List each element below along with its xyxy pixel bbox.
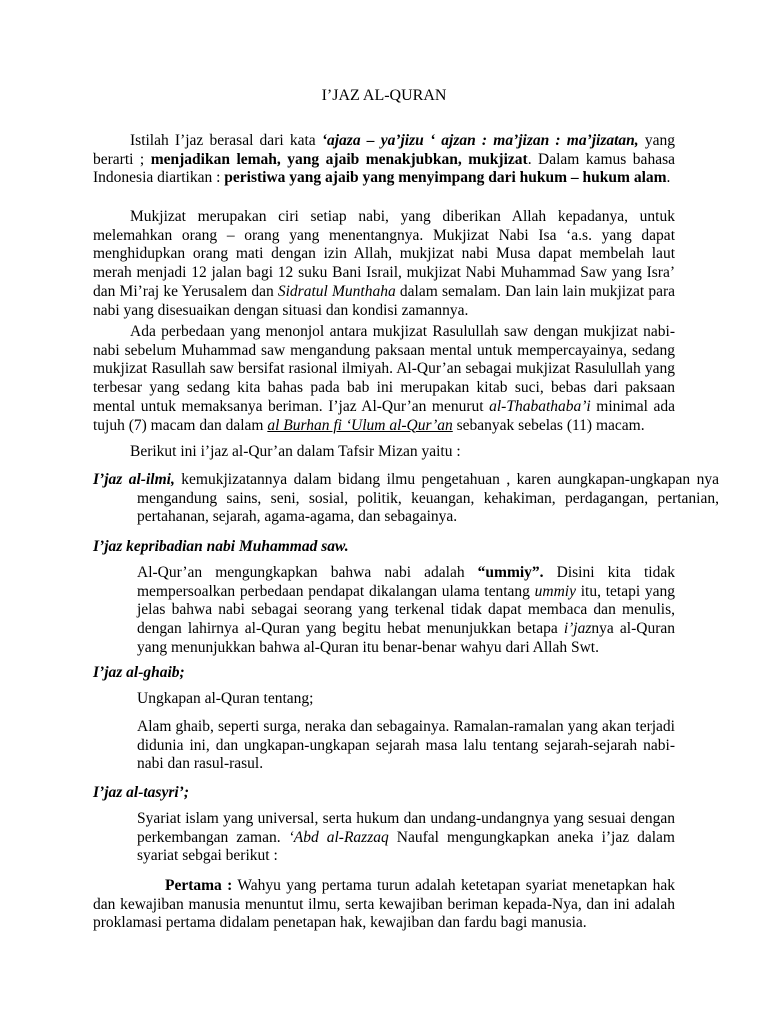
text-run: Disini kita tidak mempersoalkan perbedaan pendapat dikalangan ulama tentang xyxy=(137,564,675,600)
text-run: “ummiy”. xyxy=(477,564,544,581)
paragraph-ijaz-ilmi xyxy=(93,471,719,527)
text-run: peristiwa yang ajaib yang menyimpang dari hukum – hukum alam xyxy=(224,169,667,187)
document-title: I’JAZ AL-QURAN xyxy=(321,87,447,104)
text-run: i’jaz xyxy=(563,620,592,638)
paragraph-perbedaan-mukjizat xyxy=(93,323,675,435)
paragraph-pertama xyxy=(93,877,675,933)
paragraph-definition xyxy=(93,132,675,188)
text-run: al Burhan fi ‘Ulum al-Qur’an xyxy=(267,416,453,434)
text-run: Berikut ini i’jaz al-Qur’an dalam Tafsir Mizan yaitu : xyxy=(130,443,461,460)
text-run: Al-Qur’an mengungkapkan bahwa nabi adalah xyxy=(137,564,478,581)
text-run: minimal ada tujuh (7) macam dan dalam xyxy=(93,397,675,434)
text-run: Wahyu yang pertama turun adalah ketetapan syariat menetapkan hak dan kewajiban manusia menuntut ilmu, serta kewajiban beriman kepada-Nya, dan ini adalah proklamasi pertama didalam penetapan hak, kewajiban dan fardu bagi manusia. xyxy=(93,877,675,932)
text-run: sebanyak sebelas (11) macam. xyxy=(452,416,645,434)
text-run: Istilah I’jaz berasal dari kata xyxy=(130,132,322,149)
text-run: kemukjizatannya dalam bidang ilmu pengetahuan , karen aungkapan-ungkapan nya mengandung sains, seni, sosial, politik, keuangan, kehakiman, perdagangan, pertanian, pertahanan, sejarah, agama-agama, dan sebagainya. xyxy=(137,471,719,526)
text-run: nya al-Quran yang menunjukkan bahwa al-Quran itu benar-benar wahyu dari Allah Swt. xyxy=(137,620,675,656)
text-run: Ada perbedaan yang menonjol antara mukjizat Rasulullah saw dengan mukjizat nabi-nabi sebelum Muhammad saw mengandung paksaan mental untuk mempercayainya, sedang mukjizat Rasullah saw bersifat rasional ilmiyah. Al-Qur’an sebagai mukjizat Rasulullah yang terbesar yang sedang kita bahas pada bab ini merupakan kitab suci, bebas dari paksaan mental untuk memaksanya beriman. I’jaz Al-Qur’an menurut xyxy=(93,323,675,415)
text-run: ummiy xyxy=(534,582,576,600)
text-run: ‘ajaza – ya’jizu ‘ ajzan : ma’jizan : ma’jizatan, xyxy=(321,132,639,149)
paragraph-ijaz-kepribadian xyxy=(137,564,675,658)
text-run: dalam semalam. Dan lain lain mukjizat para nabi yang disesuaikan dengan situasi dan kondisi zamannya. xyxy=(93,282,675,319)
text-run: . xyxy=(666,169,671,187)
paragraph-ijaz-ghaib: Alam ghaib, seperti surga, neraka dan sebagainya. Ramalan-ramalan yang akan terjadi didunia ini, dan ungkapan-ungkapan sejarah masa lalu tentang sejarah-sejarah nabi-nabi dan rasul-rasul. xyxy=(137,718,675,773)
text-run: itu, tetapi yang jelas bahwa nabi sebagai seorang yang terkenal tidak dapat membaca dan menulis, dengan lahirnya al-Quran yang begitu hebat menunjukkan betapa xyxy=(137,582,675,638)
heading-ijaz-tasyri: I’jaz al-tasyri’; xyxy=(93,784,190,801)
text-run: Sidratul Munthaha xyxy=(277,282,396,300)
text-run: Pertama : xyxy=(165,877,233,894)
text-run: Syariat islam yang universal, serta hukum dan undang-undangnya yang sesuai dengan perkembangan zaman. xyxy=(137,810,675,846)
paragraph-ijaz-ghaib-intro: Ungkapan al-Quran tentang; xyxy=(137,690,314,707)
paragraph-tafsir-mizan xyxy=(93,443,675,462)
heading-ijaz-ghaib: I’jaz al-ghaib; xyxy=(93,664,185,681)
text-run: Naufal mengungkapkan aneka i’jaz dalam syariat sebgai berikut : xyxy=(137,828,675,865)
text-run: Mukjizat merupakan ciri setiap nabi, yang diberikan Allah kepadanya, untuk melemahkan orang – orang yang menentangnya. Mukjizat Nabi Isa ‘a.s. yang dapat menghidupkan orang mati dengan izin Allah, mukjizat nabi Musa dapat membelah laut merah menjadi 12 jalan bagi 12 suku Bani Israil, mukjizat Nabi Muhammad Saw yang Isra’ dan Mi’raj ke Yerusalem dan xyxy=(93,208,675,300)
text-run: ‘Abd al-Razzaq xyxy=(288,828,389,846)
paragraph-ijaz-tasyri xyxy=(137,810,675,866)
text-run: I’jaz al-ilmi, xyxy=(93,471,175,488)
text-run: al-Thabathaba’i xyxy=(489,397,591,415)
text-run: . Dalam kamus bahasa Indonesia diartikan : xyxy=(93,150,675,187)
text-run: yang berarti ; xyxy=(93,132,675,168)
heading-ijaz-kepribadian: I’jaz kepribadian nabi Muhammad saw. xyxy=(93,538,349,555)
text-run: menjadikan lemah, yang ajaib menakjubkan, mukjizat xyxy=(150,150,528,168)
paragraph-mukjizat-nabi xyxy=(93,208,675,320)
